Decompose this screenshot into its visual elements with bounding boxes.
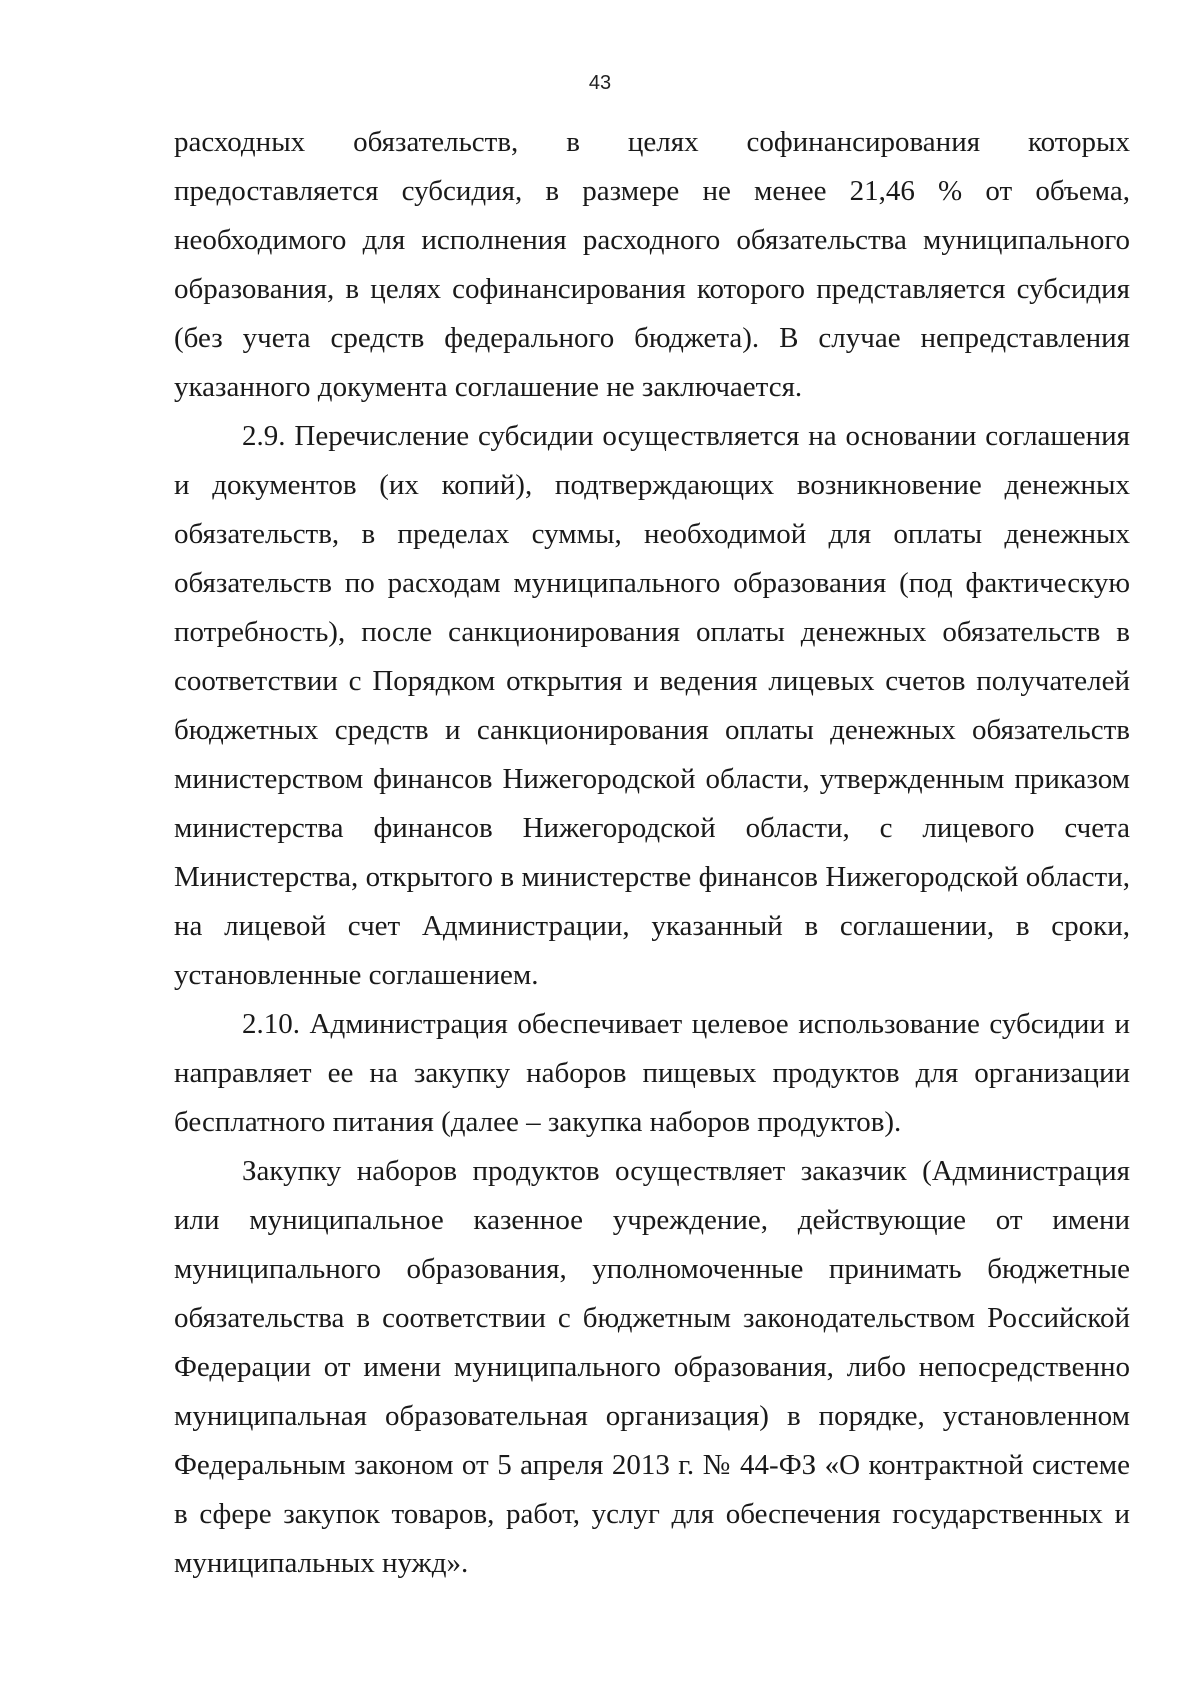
paragraph-continuation: расходных обязательств, в целях софинансирования которых предоставляется субсидия, в размере не менее 21,46 % от объема, необходимого для исполнения расходного обязательства муниципального образования, в целях софинансирования которого представляется субсидия (без учета средств федерального бюджета). В случае непредставления указанного документа соглашение не заключается. — [174, 126, 1130, 403]
document-body — [174, 118, 1130, 1588]
page-number: 43 — [588, 72, 612, 94]
paragraph-2-9: 2.9. Перечисление субсидии осуществляется на основании соглашения и документов (их копий), подтверждающих возникновение денежных обязательств, в пределах суммы, необходимой для оплаты денежных обязательств по расходам муниципального образования (под фактическую потребность), после санкционирования оплаты денежных обязательств в соответствии с Порядком открытия и ведения лицевых счетов получателей бюджетных средств и санкционирования оплаты денежных обязательств министерством финансов Нижегородской области, утвержденным приказом министерства финансов Нижегородской области, с лицевого счета Министерства, открытого в министерстве финансов Нижегородской области, на лицевой счет Администрации, указанный в соглашении, в сроки, установленные соглашением. — [174, 420, 1130, 991]
paragraph-procurement: Закупку наборов продуктов осуществляет заказчик (Администрация или муниципальное казенное учреждение, действующие от имени муниципального образования, уполномоченные принимать бюджетные обязательства в соответствии с бюджетным законодательством Российской Федерации от имени муниципального образования, либо непосредственно муниципальная образовательная организация) в порядке, установленном Федеральным законом от 5 апреля 2013 г. № 44-ФЗ «О контрактной системе в сфере закупок товаров, работ, услуг для обеспечения государственных и муниципальных нужд». — [174, 1155, 1130, 1579]
paragraph-2-10: 2.10. Администрация обеспечивает целевое использование субсидии и направляет ее на закупку наборов пищевых продуктов для организации бесплатного питания (далее – закупка наборов продуктов). — [174, 1008, 1130, 1138]
